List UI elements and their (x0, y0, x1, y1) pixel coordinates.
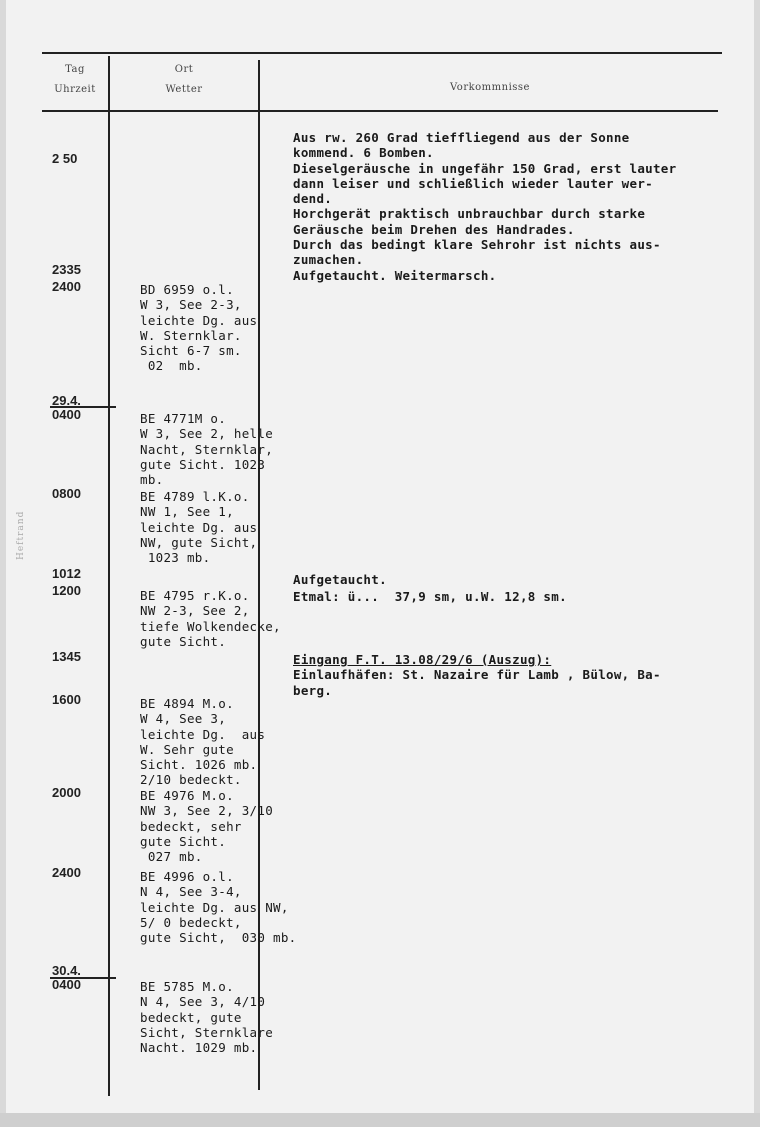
entry-weather (140, 411, 273, 487)
weather-line: 02 mb. (140, 358, 203, 374)
weather-line: bedeckt, gute (140, 1009, 242, 1025)
weather-line: leichte Dg. aus (140, 726, 266, 742)
entry-date: 29.4. (52, 393, 81, 408)
weather-line: leichte Dg. aus (140, 312, 258, 328)
weather-line: NW 3, See 2, 3/10 (140, 803, 274, 819)
entry-time: 0800 (52, 486, 81, 501)
entry-time-cell (52, 650, 81, 664)
header-date-time (42, 60, 108, 100)
entry-time-cell (52, 786, 81, 800)
entry-time-cell (52, 280, 81, 294)
weather-line: BE 5785 M.o. (140, 979, 234, 994)
weather-line: W 3, See 2-3, (140, 297, 242, 313)
entry-time: 0400 (52, 407, 81, 422)
weather-line: mb. (140, 472, 164, 488)
weather-line: BE 4795 r.K.o. (140, 588, 250, 603)
weather-line: 027 mb. (140, 849, 203, 865)
entry-time: 1600 (52, 692, 81, 707)
entry-time: 2400 (52, 865, 81, 880)
weather-line: BE 4894 M.o. (140, 696, 234, 711)
weather-line: 2/10 bedeckt. (140, 772, 242, 788)
event-line: Horchgerät praktisch unbrauchbar durch starke (293, 206, 646, 222)
weather-line: Sicht 6-7 sm. (140, 343, 242, 359)
entry-time-cell (52, 567, 81, 581)
weather-line: 1023 mb. (140, 550, 211, 566)
event-line: berg. (293, 682, 333, 698)
weather-line: leichte Dg. aus NW, (140, 899, 289, 915)
weather-line: N 4, See 3, 4/10 (140, 994, 266, 1010)
column-divider-1 (108, 56, 110, 1096)
weather-line: W 4, See 3, (140, 711, 227, 727)
entry-weather (140, 788, 273, 864)
entry-time: 0400 (52, 977, 81, 992)
entry-time: 2 50 (52, 151, 78, 166)
weather-line: NW, gute Sicht, (140, 534, 258, 550)
weather-line: BE 4789 l.K.o. (140, 489, 250, 504)
entry-weather (140, 489, 257, 565)
entry-time-cell (52, 584, 81, 598)
entry-time-cell (52, 152, 77, 166)
header-top-rule (42, 52, 722, 54)
header-col1-line2: Uhrzeit (54, 84, 96, 95)
weather-line: BD 6959 o.l. (140, 282, 234, 297)
entry-date: 30.4. (52, 963, 81, 978)
event-line: zumachen. (293, 252, 364, 268)
entry-weather (140, 588, 281, 649)
header-col1-line1: Tag (65, 64, 85, 75)
entry-time-cell (52, 263, 81, 277)
weather-line: leichte Dg. aus (140, 519, 258, 535)
event-line: Durch das bedingt klare Sehrohr ist nichts aus- (293, 237, 661, 253)
header-bottom-rule (42, 110, 718, 112)
weather-line: NW 1, See 1, (140, 504, 234, 520)
entry-events (293, 572, 387, 587)
event-line: Dieselgeräusche in ungefähr 150 Grad, erst lauter (293, 160, 677, 176)
entry-time: 1012 (52, 566, 81, 581)
event-line: Aufgetaucht. (293, 572, 387, 587)
event-line: Geräusche beim Drehen des Handrades. (293, 221, 575, 237)
entry-time-cell (52, 394, 81, 422)
event-line: Eingang F.T. 13.08/29/6 (Auszug): (293, 652, 552, 667)
event-line: Aus rw. 260 Grad tieffliegend aus der Sonne (293, 130, 630, 145)
header-col3: Vorkommnisse (450, 82, 530, 93)
weather-line: gute Sicht. (140, 833, 227, 849)
entry-events (293, 589, 567, 604)
entry-time-cell (52, 487, 81, 501)
weather-line: gute Sicht. (140, 633, 227, 649)
weather-line: W. Sternklar. (140, 327, 242, 343)
entry-time-cell (52, 964, 81, 992)
entry-events (293, 130, 676, 283)
log-page (6, 0, 754, 1127)
margin-note: Heftrand (16, 510, 26, 560)
entry-time: 1345 (52, 649, 81, 664)
event-line: dann leiser und schließlich wieder lauter wer- (293, 175, 653, 191)
weather-line: W 3, See 2, helle (140, 426, 274, 442)
entry-weather (140, 696, 265, 788)
entry-events (293, 652, 661, 698)
header-place-weather (110, 60, 258, 100)
event-line: Etmal: ü... 37,9 sm, u.W. 12,8 sm. (293, 589, 567, 604)
event-line: kommend. 6 Bomben. (293, 145, 434, 161)
weather-line: BE 4771M o. (140, 411, 227, 426)
entry-weather (140, 979, 273, 1055)
entry-time: 1200 (52, 583, 81, 598)
weather-line: bedeckt, sehr (140, 818, 242, 834)
event-line: Einlaufhäfen: St. Nazaire für Lamb , Bülow, Ba- (293, 667, 661, 683)
weather-line: BE 4996 o.l. (140, 869, 234, 884)
entry-time-cell (52, 866, 81, 880)
event-line: dend. (293, 191, 333, 207)
header-col2-line2: Wetter (165, 84, 203, 95)
event-line: Aufgetaucht. Weitermarsch. (293, 267, 497, 283)
weather-line: W. Sehr gute (140, 741, 234, 757)
weather-line: tiefe Wolkendecke, (140, 618, 281, 634)
header-events (260, 78, 720, 98)
entry-time-cell (52, 693, 81, 707)
weather-line: NW 2-3, See 2, (140, 603, 250, 619)
weather-line: gute Sicht, 030 mb. (140, 930, 297, 946)
entry-time: 2335 (52, 262, 81, 277)
weather-line: Nacht. 1029 mb. (140, 1040, 258, 1056)
entry-weather (140, 869, 297, 945)
weather-line: Sicht, Sternklare (140, 1024, 274, 1040)
weather-line: Sicht. 1026 mb. (140, 757, 258, 773)
header-col2-line1: Ort (174, 64, 194, 75)
entry-weather (140, 282, 257, 374)
scan-bottom-edge (0, 1113, 760, 1127)
weather-line: N 4, See 3-4, (140, 884, 242, 900)
entry-time: 2000 (52, 785, 81, 800)
weather-line: 5/ 0 bedeckt, (140, 914, 242, 930)
entry-time: 2400 (52, 279, 81, 294)
weather-line: Nacht, Sternklar, (140, 441, 274, 457)
weather-line: gute Sicht. 1023 (140, 456, 266, 472)
weather-line: BE 4976 M.o. (140, 788, 234, 803)
